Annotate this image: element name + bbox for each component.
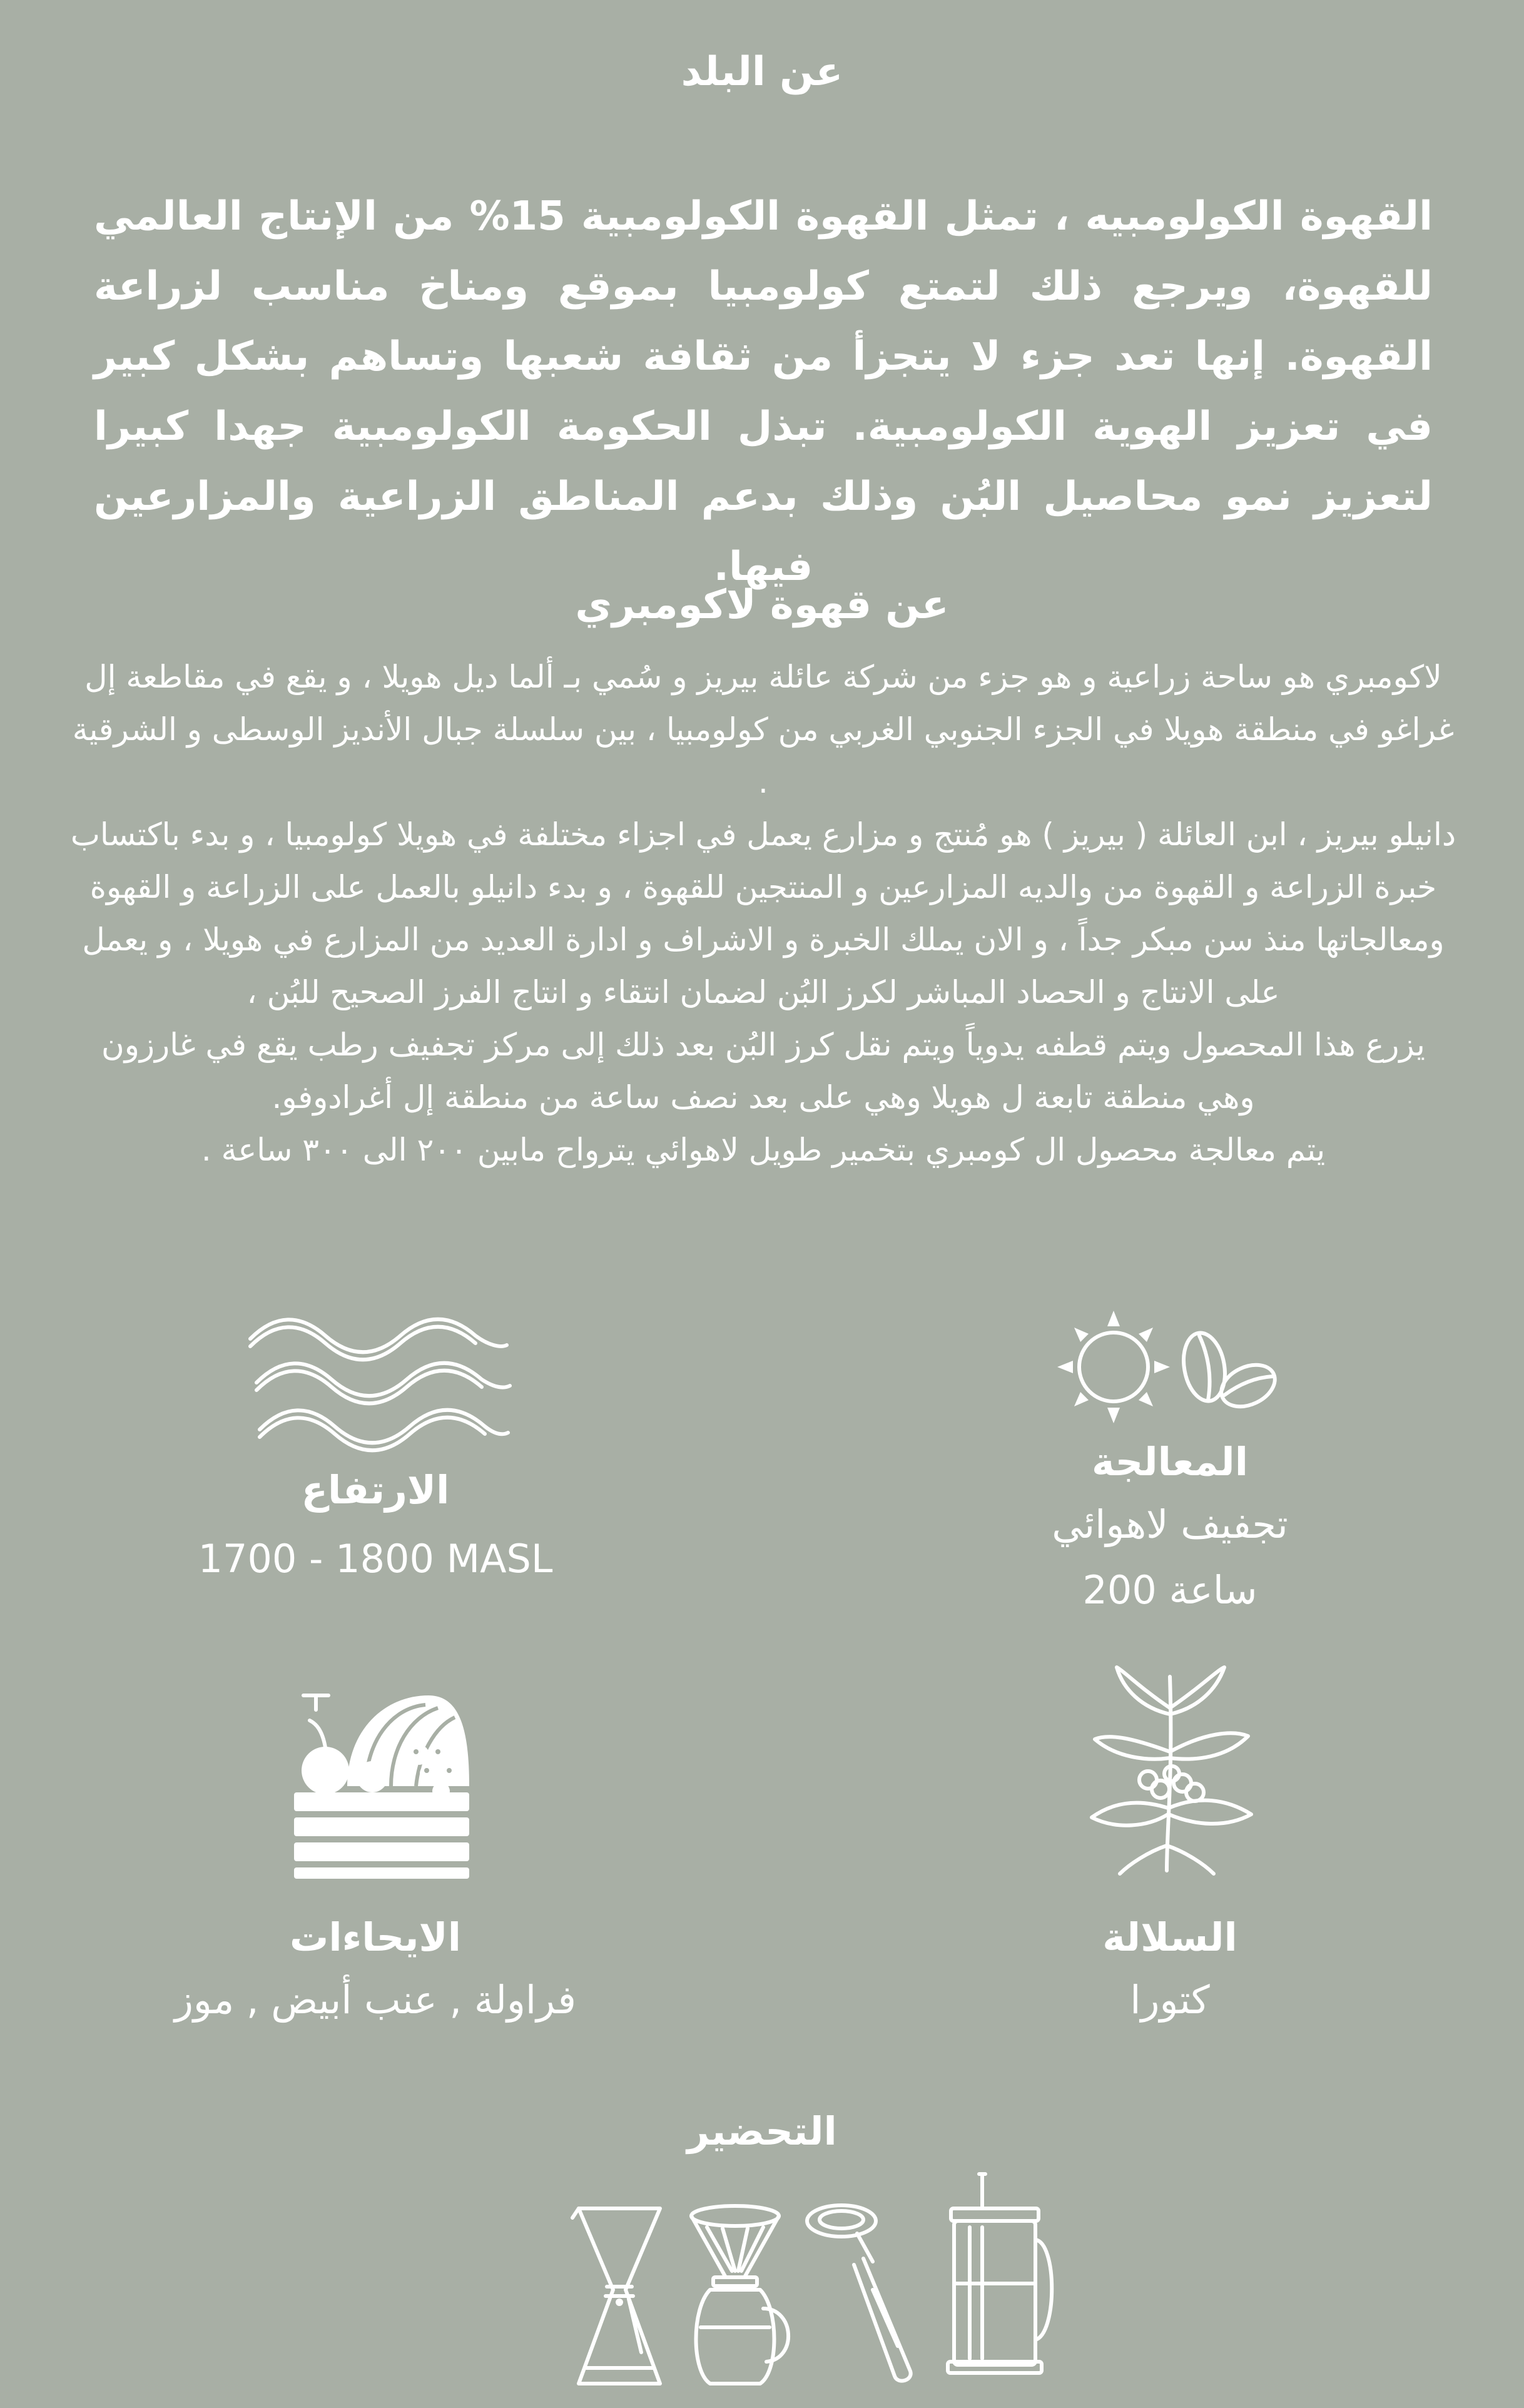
- processing-hours: ساعة 200: [1082, 1567, 1257, 1613]
- coffee-paragraph: لاكومبري هو ساحة زراعية و هو جزء من شركة عائلة بيريز و سُمي بـ ألما ديل هويلا ، و يقع في مقاطعة إل غراغو في منطقة هويلا في الجزء الجنوبي الغربي من كولومبيا ، بين سلسلة جبال الأنديز الوسطى و الشرقية .: [72, 659, 1455, 800]
- notes-title: الايحاءات: [290, 1914, 461, 1960]
- altitude-value: 1700 - 1800 MASL: [198, 1536, 553, 1582]
- v60-dripper-icon: [685, 2202, 804, 2390]
- coffee-paragraph: يتم معالجة محصول ال كومبري بتخمير طويل لاهوائي يترواح مابين ٢٠٠ الى ٣٠٠ ساعة .: [201, 1132, 1326, 1168]
- coffee-description: [69, 651, 1458, 1176]
- fruit-basket-icon: [291, 1692, 472, 1880]
- notes-value: فراولة , عنب أبيض , موز: [174, 1977, 576, 2023]
- country-description: القهوة الكولومبيه ، تمثل القهوة الكولومبية 15% من الإنتاج العالمي للقهوة، ويرجع ذلك لتمتع كولومبيا بموقع ومناخ مناسب لزراعة القهوة. إنها تعد جزء لا يتجزأ من ثقافة شعبها وتساهم بشكل كبير في تعزيز الهوية الكولومبية. تبذل الحكومة الكولومبية جهدا كبيرا لتعزيز نمو محاصيل البُن وذلك بدعم المناطق الزراعية والمزارعين فيها.: [94, 193, 1433, 590]
- processing-method: تجفيف لاهوائي: [1052, 1501, 1288, 1547]
- chemex-icon: [566, 2202, 673, 2390]
- coffee-title: عن قهوة لاكومبري: [575, 582, 949, 628]
- variety-title: السلالة: [1102, 1914, 1237, 1960]
- coffee-paragraph: دانيلو بيريز ، ابن العائلة ( بيريز ) هو مُنتج و مزارع يعمل في اجزاء مختلفة في هويلا كولومبيا ، و بدء باكتساب خبرة الزراعة و القهوة من والديه المزارعين و المنتجين للقهوة ، و بدء دانيلو بالعمل على الزراعة و القهوة ومعالجاتها منذ سن مبكر جداً ، و الان يملك الخبرة و الاشراف و ادارة العديد من المزارع في هويلا ، و يعمل على الانتاج و الحصاد المباشر لكرز البُن لضمان انتقاء و انتاج الفرز الصحيح للبُن ،: [70, 816, 1456, 1010]
- variety-value: كتورا: [1130, 1977, 1210, 2023]
- country-title: عن البلد: [681, 49, 843, 95]
- espresso-portafilter-icon: [804, 2202, 929, 2384]
- french-press-icon: [935, 2171, 1060, 2377]
- waves-icon: [244, 1314, 513, 1458]
- coffee-plant-icon: [1079, 1664, 1261, 1877]
- sun-and-beans-icon: [1060, 1308, 1279, 1433]
- altitude-title: الارتفاع: [301, 1467, 450, 1513]
- processing-title: المعالجة: [1092, 1439, 1248, 1485]
- coffee-paragraph: يزرع هذا المحصول ويتم قطفه يدوياً ويتم نقل كرز البُن بعد ذلك إلى مركز تجفيف رطب يقع في غارزون وهي منطقة تابعة ل هويلا وهي على بعد نصف ساعة من منطقة إل أغرادوفو.: [101, 1027, 1425, 1115]
- brewing-title: التحضير: [687, 2108, 837, 2154]
